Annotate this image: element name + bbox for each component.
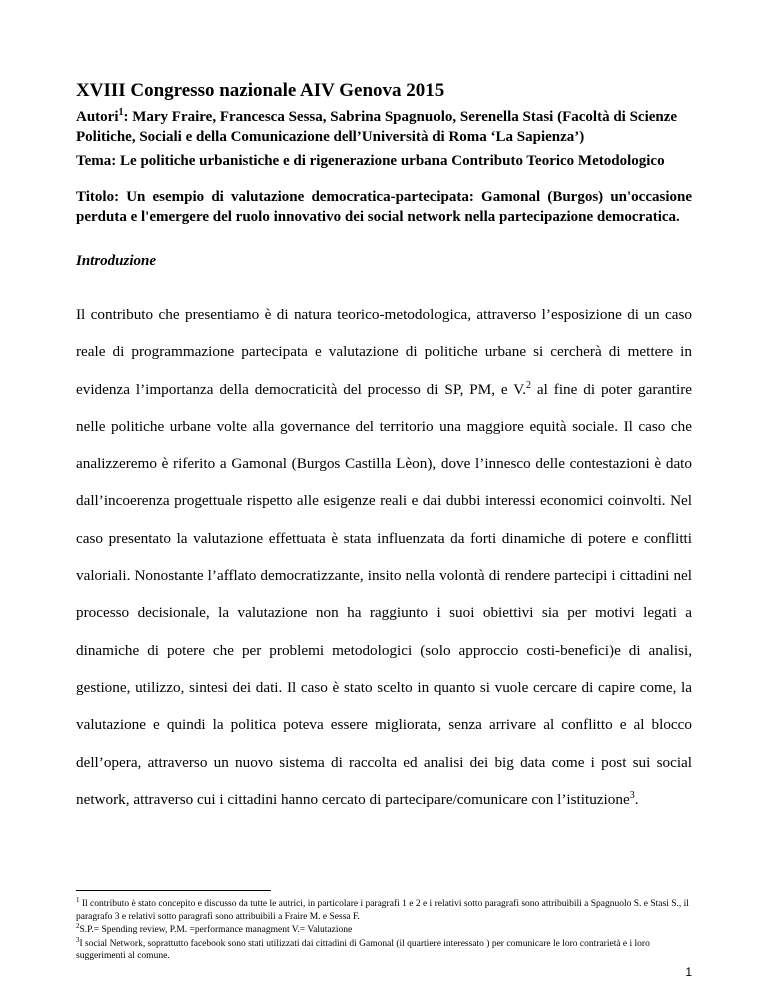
footnote-number: 3 bbox=[76, 935, 80, 944]
tema-line: Tema: Le politiche urbanistiche e di rigenerazione urbana Contributo Teorico Metodologico bbox=[76, 153, 665, 169]
section-heading: Introduzione bbox=[76, 253, 157, 269]
footnote-number: 1 bbox=[76, 895, 80, 904]
footnote-3 bbox=[76, 935, 692, 963]
footnote-ref-1: 1 bbox=[118, 107, 124, 118]
footnote-1 bbox=[76, 895, 692, 923]
footnote-divider bbox=[76, 890, 271, 891]
intro-paragraph bbox=[76, 296, 692, 818]
footnote-ref-3: 3 bbox=[629, 789, 635, 801]
authors-label: Autori bbox=[76, 109, 119, 125]
footnote-text: I social Network, soprattutto facebook sono stati utilizzati dai cittadini di Gamonal (il quartiere interessato ) per comunicare le loro contrarietà e i loro suggerimenti al comune. bbox=[76, 938, 650, 961]
footnote-number: 2 bbox=[76, 921, 80, 930]
page-number: 1 bbox=[685, 965, 692, 979]
document-title: XVIII Congresso nazionale AIV Genova 2015 bbox=[76, 80, 445, 101]
footnote-text: Il contributo è stato concepito e discusso da tutte le autrici, in particolare i paragrafi 1 e 2 e i relativi sotto paragrafi sono attribuibili a Spagnuolo S. e Stasi S., il paragrafo 3 e relativi sotto paragrafi sono attribuibili a Fraire M. e Sessa F. bbox=[76, 899, 689, 922]
footnote-2 bbox=[76, 921, 692, 937]
authors-list: : Mary Fraire, Francesca Sessa, Sabrina Spagnuolo, Serenella Stasi (Facoltà di Scienze Politiche, Sociali e della Comunicazione dell’Università di Roma ‘La Sapienza’) bbox=[76, 109, 678, 145]
paragraph-part-2: al fine di poter garantire nelle politiche urbane volte alla governance del territorio una maggiore equità sociale. Il caso che analizzeremo è riferito a Gamonal (Burgos Castilla Lèon), dove l’innesco delle contestazioni è dato dall’incoerenza progettuale rispetto alle esigenze reali e dai dubbi interessi economici coinvolti. Nel caso presentato la valutazione effettuata è stata influenzata da forti dinamiche di potere e conflitti valoriali. Nonostante l’afflato democratizzante, insito nella volontà di rendere partecipi i cittadini nel processo decisionale, la valutazione non ha raggiunto i suoi obiettivi sia per motivi legati a dinamiche di potere che per problemi metodologici (solo approccio costi-benefici)e di analisi, gestione, utilizzo, sintesi dei dati. Il caso è stato scelto in quanto si vuole cercare di capire come, la valutazione e quindi la politica poteva essere migliorata, senza arrivare al conflitto e al blocco dell’opera, attraverso un nuovo sistema di raccolta ed analisi dei big data come i post sui social network, attraverso cui i cittadini hanno cercato di partecipare/comunicare con l’istituzione bbox=[76, 380, 692, 808]
paragraph-part-1: Il contributo che presentiamo è di natura teorico-metodologica, attraverso l’esposizione di un caso reale di programmazione partecipata e valutazione di politiche urbane si cercherà di mettere in evidenza l’importanza della democraticità del processo di SP, PM, e V. bbox=[76, 306, 692, 398]
titolo-line: Titolo: Un esempio di valutazione democratica-partecipata: Gamonal (Burgos) un'occasione perduta e l'emergere del ruolo innovativo dei social network nella partecipazione democratica. bbox=[76, 189, 692, 225]
authors-line bbox=[76, 107, 692, 147]
footnote-text: S.P.= Spending review, P.M. =performance managment V.= Valutazione bbox=[79, 925, 353, 935]
footnote-ref-2: 2 bbox=[526, 379, 532, 391]
footnotes bbox=[76, 895, 692, 964]
paragraph-end: . bbox=[634, 790, 639, 808]
